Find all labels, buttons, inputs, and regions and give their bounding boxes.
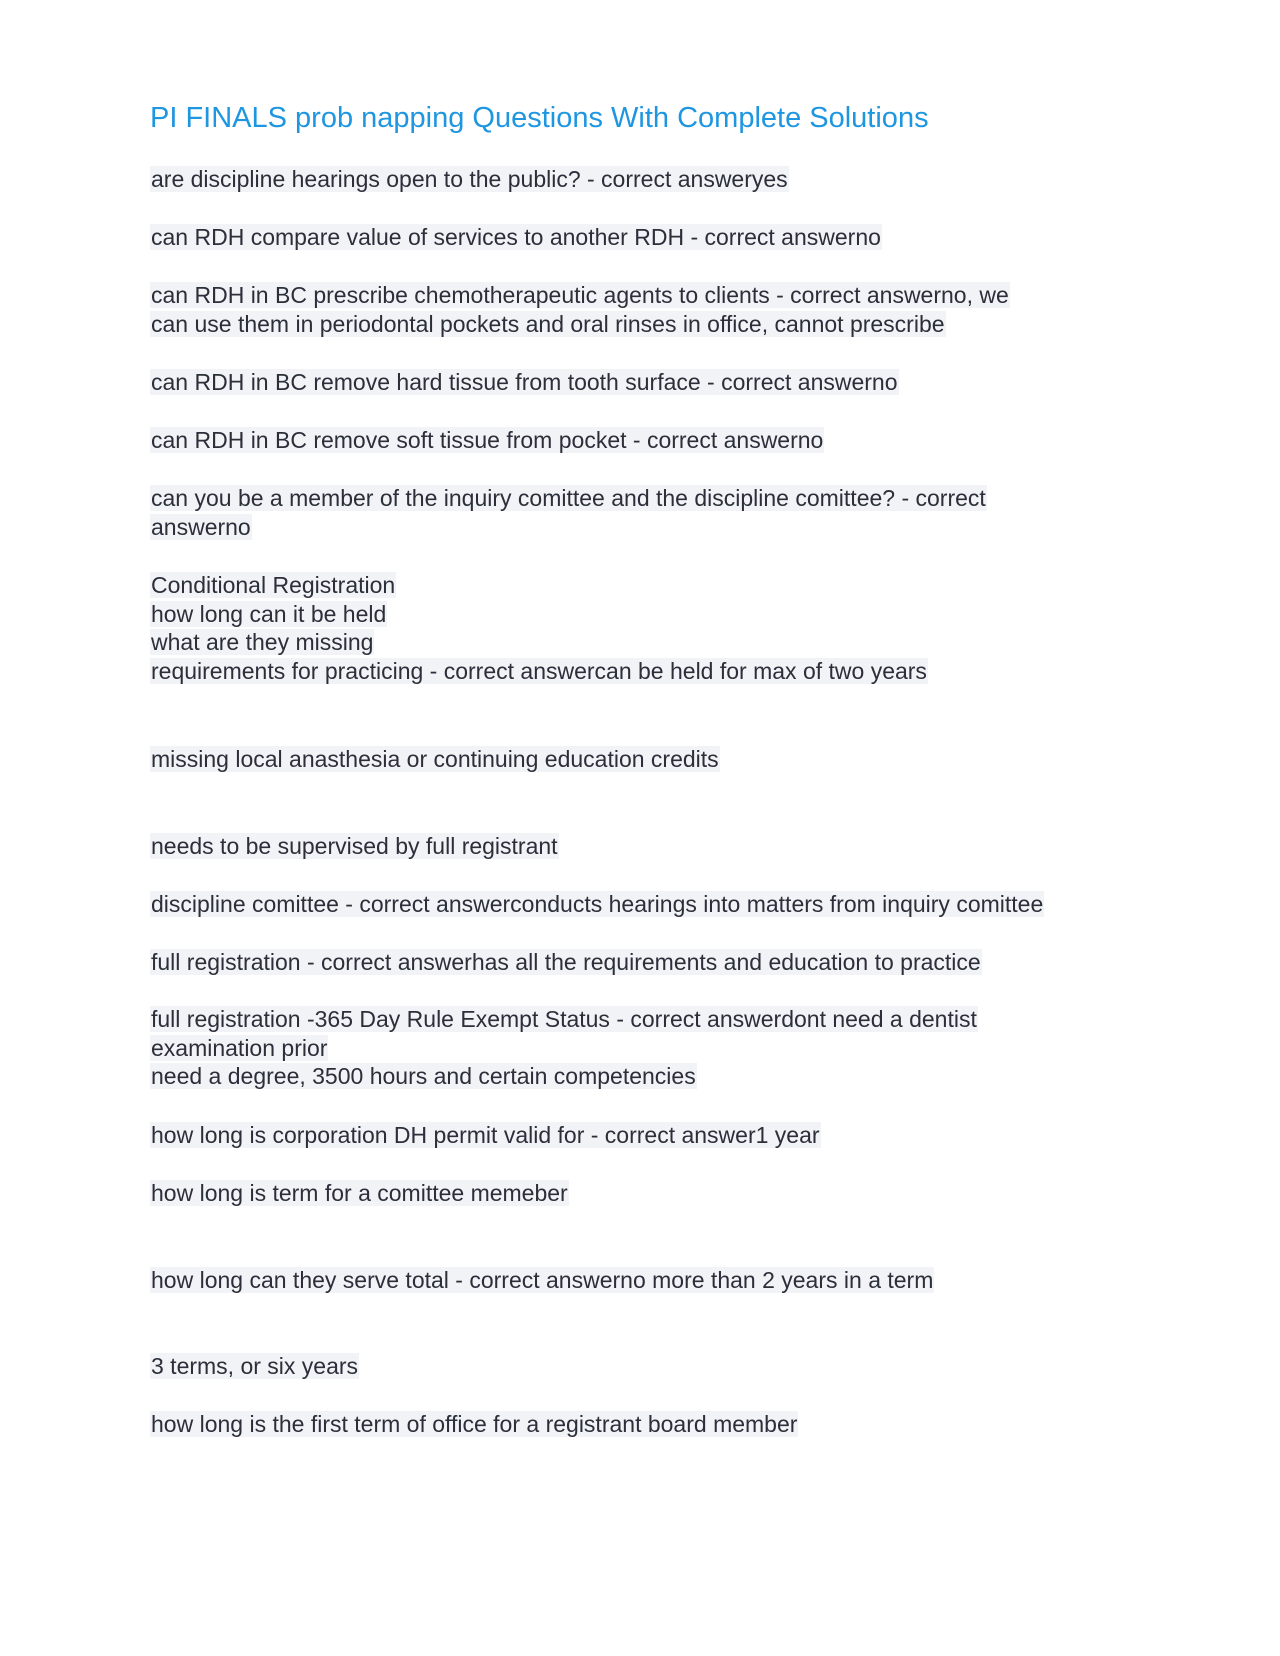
- qa-paragraph: [150, 832, 1150, 861]
- text-line: how long is corporation DH permit valid for - correct answer1 year: [151, 1122, 820, 1148]
- text-line: full registration -365 Day Rule Exempt Status - correct answerdont need a dentist: [151, 1006, 977, 1032]
- text-line: needs to be supervised by full registrant: [151, 833, 558, 859]
- text-line: how long can it be held: [151, 600, 387, 627]
- text-line: examination prior: [151, 1034, 328, 1061]
- document-title: PI FINALS prob napping Questions With Complete Solutions: [150, 102, 929, 134]
- text-line: discipline comittee - correct answerconducts hearings into matters from inquiry comittee: [151, 891, 1044, 917]
- text-line: can you be a member of the inquiry comittee and the discipline comittee? - correct: [151, 485, 986, 511]
- qa-paragraph: [150, 368, 1150, 397]
- text-line: can RDH compare value of services to another RDH - correct answerno: [151, 224, 881, 250]
- text-line: what are they missing: [151, 629, 374, 656]
- text-line: how long is the first term of office for a registrant board member: [151, 1411, 798, 1437]
- qa-paragraph: [150, 1352, 1150, 1381]
- qa-paragraph: [150, 890, 1150, 919]
- qa-paragraph: [150, 426, 1150, 455]
- qa-paragraph: [150, 223, 1150, 252]
- text-line: requirements for practicing - correct answercan be held for max of two years: [151, 658, 927, 685]
- qa-paragraph: [150, 745, 1150, 774]
- qa-paragraph: [150, 1005, 1150, 1091]
- text-line: full registration - correct answerhas all the requirements and education to practice: [151, 949, 981, 975]
- text-line: are discipline hearings open to the public? - correct answeryes: [151, 166, 788, 192]
- qa-paragraph: [150, 1410, 1150, 1439]
- qa-paragraph: [150, 165, 1150, 194]
- text-line: missing local anasthesia or continuing education credits: [151, 746, 719, 772]
- text-line: can RDH in BC prescribe chemotherapeutic agents to clients - correct answerno, we: [151, 282, 1009, 308]
- qa-paragraph: [150, 1179, 1150, 1208]
- text-line: Conditional Registration: [151, 572, 396, 598]
- text-line: 3 terms, or six years: [151, 1353, 359, 1379]
- qa-paragraph: [150, 484, 1150, 541]
- qa-paragraph: [150, 1121, 1150, 1150]
- qa-paragraph: [150, 1266, 1150, 1295]
- text-line: answerno: [151, 513, 251, 540]
- text-line: can RDH in BC remove hard tissue from tooth surface - correct answerno: [151, 369, 898, 395]
- text-line: can use them in periodontal pockets and oral rinses in office, cannot prescribe: [151, 310, 945, 337]
- qa-paragraph: [150, 571, 1150, 686]
- text-line: how long can they serve total - correct answerno more than 2 years in a term: [151, 1267, 934, 1293]
- qa-paragraph: [150, 948, 1150, 977]
- qa-paragraph: [150, 281, 1150, 338]
- text-line: need a degree, 3500 hours and certain competencies: [151, 1063, 696, 1090]
- text-line: how long is term for a comittee memeber: [151, 1180, 568, 1206]
- text-line: can RDH in BC remove soft tissue from pocket - correct answerno: [151, 427, 824, 453]
